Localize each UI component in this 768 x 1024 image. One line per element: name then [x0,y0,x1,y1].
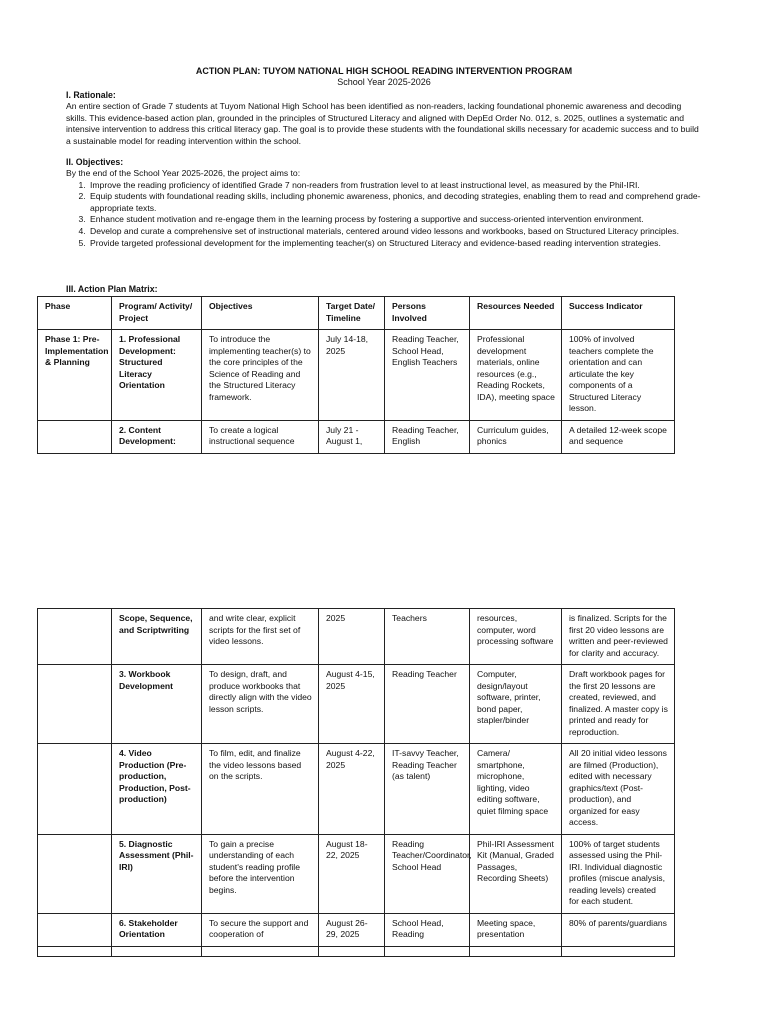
cell-objectives: To create a logical instructional sequence [202,420,319,453]
cell-phase [38,665,112,744]
cell-indicator: is finalized. Scripts for the first 20 video lessons are written and peer-reviewed for clarity and accuracy. [562,609,675,665]
cell-resources: Curriculum guides, phonics [470,420,562,453]
column-header: Program/ Activity/ Project [112,297,202,330]
cell-objectives: To introduce the implementing teacher(s) to the core principles of the Science of Reading and the Structured Literacy framework. [202,330,319,421]
rationale-text: An entire section of Grade 7 students at Tuyom National High School has been identified as non-readers, lacking foundational phonemic awareness and decoding skills. This evidence-based action plan, grounded in the principles of Structured Literacy and aligned with DepEd Order No. 012, s. 2025, outlines a systematic and intensive intervention to address this critical literacy gap. The goal is to provide these students with the foundational skills necessary for academic success and to build a sustainable model for reading intervention within the school. [66,101,699,146]
table-row [38,744,675,835]
document-subtitle: School Year 2025-2026 [337,77,431,87]
cell-timeline: August 4-22, 2025 [319,744,385,835]
cell-objectives: To secure the support and cooperation of [202,913,319,946]
cell-program: 4. Video Production (Pre-production, Production, Post-production) [112,744,202,835]
table-row [38,665,675,744]
cell-resources: Professional development materials, online resources (e.g., Reading Rockets, IDA), meeting space [470,330,562,421]
cell-indicator: Draft workbook pages for the first 20 lessons are created, reviewed, and finalized. A master copy is printed and ready for reproduction. [562,665,675,744]
rationale-section [66,90,702,147]
cell-indicator: 100% of involved teachers complete the orientation and can articulate the key components of a Structured Literacy lesson. [562,330,675,421]
column-header: Persons Involved [385,297,470,330]
cell-indicator: 100% of target students assessed using the Phil-IRI. Individual diagnostic profiles (miscue analysis, reading levels) created for each student. [562,834,675,913]
cell-objectives [202,946,319,956]
cell-phase [38,913,112,946]
cell-resources: resources, computer, word processing software [470,609,562,665]
cell-timeline: August 4-15, 2025 [319,665,385,744]
cell-timeline: July 21 - August 1, [319,420,385,453]
rationale-heading: I. Rationale: [66,90,116,100]
cell-timeline: 2025 [319,609,385,665]
cell-phase [38,609,112,665]
cell-persons: Teachers [385,609,470,665]
action-plan-table-continued [37,608,675,957]
objective-item: 3. Enhance student motivation and re-engage them in the learning process by fostering a supportive and success-oriented intervention environment. [88,214,702,226]
cell-resources: Camera/ smartphone, microphone, lighting, video editing software, quiet filming space [470,744,562,835]
cell-persons: School Head, Reading [385,913,470,946]
cell-program: 3. Workbook Development [112,665,202,744]
cell-persons [385,946,470,956]
column-header: Resources Needed [470,297,562,330]
objectives-list [66,180,702,250]
cell-program: 1. Professional Development: Structured Literacy Orientation [112,330,202,421]
cell-resources: Meeting space, presentation [470,913,562,946]
table-header-row [38,297,675,330]
document-title: ACTION PLAN: TUYOM NATIONAL HIGH SCHOOL READING INTERVENTION PROGRAM [195,66,573,76]
cell-timeline: August 26-29, 2025 [319,913,385,946]
cell-resources [470,946,562,956]
cell-phase [38,744,112,835]
cell-objectives: To gain a precise understanding of each student's reading profile before the intervention begins. [202,834,319,913]
cell-program: 6. Stakeholder Orientation [112,913,202,946]
cell-resources: Computer, design/layout software, printer, bond paper, stapler/binder [470,665,562,744]
table-row [38,330,675,421]
cell-indicator: 80% of parents/guardians [562,913,675,946]
matrix-section [66,284,702,295]
objective-item: 1. Improve the reading proficiency of identified Grade 7 non-readers from frustration level to at least instructional level, as measured by the Phil-IRI. [88,180,702,192]
cell-phase [38,834,112,913]
objectives-heading: II. Objectives: [66,157,124,167]
action-plan-table [37,296,675,454]
cell-persons: IT-savvy Teacher, Reading Teacher (as talent) [385,744,470,835]
cell-persons: Reading Teacher/Coordinator, School Head [385,834,470,913]
cell-persons: Reading Teacher, School Head, English Teachers [385,330,470,421]
cell-persons: Reading Teacher, English [385,420,470,453]
cell-indicator: A detailed 12-week scope and sequence [562,420,675,453]
cell-persons: Reading Teacher [385,665,470,744]
cell-program: 5. Diagnostic Assessment (Phil-IRI) [112,834,202,913]
column-header: Phase [38,297,112,330]
cell-phase: Phase 1: Pre-Implementation & Planning [38,330,112,421]
cell-program [112,946,202,956]
table-row [38,420,675,453]
objectives-intro: By the end of the School Year 2025-2026, the project aims to: [66,168,301,178]
table-row [38,913,675,946]
cell-timeline: July 14-18, 2025 [319,330,385,421]
cell-timeline: August 18-22, 2025 [319,834,385,913]
cell-indicator: All 20 initial video lessons are filmed (Production), edited with necessary graphics/text (Post-production), and organized for easy access. [562,744,675,835]
cell-program: Scope, Sequence, and Scriptwriting [112,609,202,665]
matrix-heading: III. Action Plan Matrix: [66,284,158,294]
cell-objectives: To design, draft, and produce workbooks that directly align with the video lesson scripts. [202,665,319,744]
table-row [38,946,675,956]
cell-program: 2. Content Development: [112,420,202,453]
cell-indicator [562,946,675,956]
column-header: Target Date/ Timeline [319,297,385,330]
column-header: Objectives [202,297,319,330]
objective-item: 5. Provide targeted professional development for the implementing teacher(s) on Structured Literacy and evidence-based reading intervention strategies. [88,238,702,250]
objective-item: 4. Develop and curate a comprehensive set of instructional materials, centered around video lessons and workbooks, based on Structured Literacy principles. [88,226,702,238]
cell-phase [38,420,112,453]
objective-item: 2. Equip students with foundational reading skills, including phonemic awareness, phonics, and decoding strategies, enabling them to read and comprehend grade-appropriate texts. [88,191,702,214]
cell-objectives: To film, edit, and finalize the video lessons based on the scripts. [202,744,319,835]
cell-timeline [319,946,385,956]
cell-objectives: and write clear, explicit scripts for the first set of video lessons. [202,609,319,665]
table-row [38,609,675,665]
objectives-section [66,157,702,249]
cell-phase [38,946,112,956]
table-row [38,834,675,913]
column-header: Success Indicator [562,297,675,330]
cell-resources: Phil-IRI Assessment Kit (Manual, Graded Passages, Recording Sheets) [470,834,562,913]
